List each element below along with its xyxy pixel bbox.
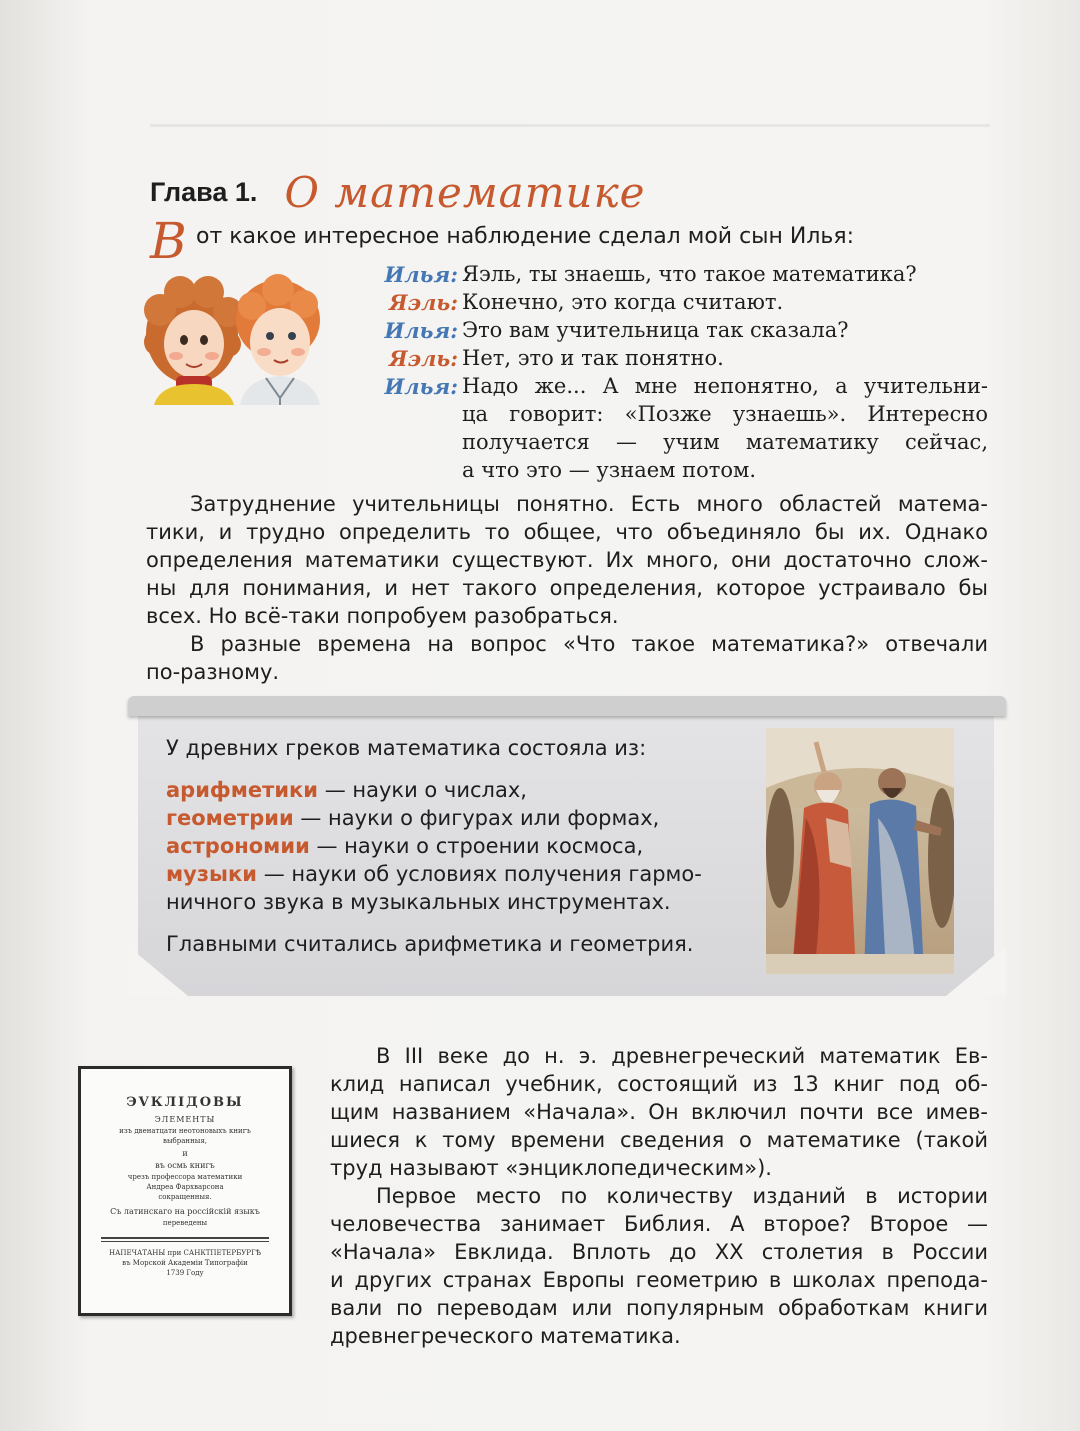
info-desc: — науки о фигурах или формах, bbox=[293, 806, 660, 830]
info-box-curl-right bbox=[946, 946, 1006, 996]
cover-line: Съ латинскаго на россiйскiй языкъ bbox=[110, 1207, 260, 1216]
paragraph-line: тики, и трудно определить то общее, что объединяло бы их. Однако bbox=[146, 520, 988, 544]
dialog-text: Это вам учительница так сказала? bbox=[462, 318, 849, 342]
cover-line: Андреа Фархварсона bbox=[146, 1183, 224, 1191]
plato-aristotle-fresco-image bbox=[766, 728, 954, 974]
cover-line: и bbox=[182, 1149, 188, 1158]
cover-title: ЭVКЛIДОВЫ bbox=[126, 1095, 244, 1110]
paragraph-line: шиеся к тому времени сведения о математике (такой bbox=[330, 1128, 988, 1152]
paragraph-line: ны для понимания, и нет такого определения, которое устраивало бы bbox=[146, 576, 988, 600]
intro-line: от какое интересное наблюдение сделал мой сын Илья: bbox=[196, 224, 855, 249]
paragraph-line: клид написал учебник, состоящий из 13 книг под об- bbox=[330, 1072, 988, 1096]
cover-line: выбранныя, bbox=[163, 1137, 207, 1145]
paragraph-line: «Начала» Евклида. Вплоть до XX столетия в России bbox=[330, 1240, 988, 1264]
dialog-text: Нет, это и так понятно. bbox=[462, 346, 724, 370]
paragraph-line: человечества занимает Библия. А второе? Второе — bbox=[330, 1212, 988, 1236]
cover-rule bbox=[101, 1237, 269, 1239]
paragraph-line: и других странах Европы геометрию в школах препода- bbox=[330, 1268, 988, 1292]
cover-line: изъ двенатцати неотоновыхъ книгъ bbox=[119, 1127, 251, 1135]
cover-line: въ осмь книгъ bbox=[155, 1161, 215, 1170]
info-term: арифметики bbox=[166, 778, 319, 802]
cover-line: НАПЕЧАТАНЫ при САНКТПЕТЕРБУРГѢ bbox=[109, 1249, 261, 1257]
paragraph-line: щим названием «Начала». Он включил почти все имев- bbox=[330, 1100, 988, 1124]
paragraph-line: по-разному. bbox=[146, 660, 280, 684]
cover-line: 1739 Году bbox=[166, 1269, 204, 1277]
paragraph-line: В III веке до н. э. древнегреческий математик Ев- bbox=[376, 1044, 988, 1068]
paragraph-line: всех. Но всё-таки попробуем разобраться. bbox=[146, 604, 619, 628]
info-term: музыки bbox=[166, 862, 258, 886]
cover-rule bbox=[101, 1241, 269, 1242]
cover-line: чрезъ профессора математики bbox=[127, 1173, 243, 1181]
speaker-label: Илья: bbox=[384, 374, 458, 399]
info-item bbox=[166, 834, 643, 858]
paragraph-line: В разные времена на вопрос «Что такое математика?» отвечали bbox=[190, 632, 988, 656]
cover-line: въ Морской Академiи Типографiи bbox=[122, 1259, 248, 1267]
paragraph-line: Первое место по количеству изданий в истории bbox=[376, 1184, 988, 1208]
dialog-text: Надо же... А мне непонятно, а учительни- bbox=[462, 374, 988, 398]
cover-line: сокращенныя. bbox=[158, 1193, 212, 1201]
speaker-label: Яэль: bbox=[388, 346, 458, 371]
chapter-number: Глава 1. bbox=[150, 177, 258, 207]
cover-line: переведены bbox=[162, 1219, 208, 1227]
info-heading: У древних греков математика состояла из: bbox=[166, 736, 647, 760]
chapter-heading bbox=[150, 168, 646, 218]
info-desc: — науки о строении космоса, bbox=[309, 834, 644, 858]
paragraph-line: вали по переводам или популярным обработкам книги bbox=[330, 1296, 988, 1320]
bleed-header-rule bbox=[150, 90, 990, 127]
drop-cap: В bbox=[150, 212, 187, 270]
info-item bbox=[166, 806, 659, 830]
girl-figure bbox=[144, 276, 243, 405]
info-item bbox=[166, 862, 702, 886]
info-conclusion: Главными считались арифметика и геометрия. bbox=[166, 932, 694, 956]
speaker-label: Илья: bbox=[384, 318, 458, 343]
dialog-text: Конечно, это когда считают. bbox=[462, 290, 784, 314]
info-term: геометрии bbox=[166, 806, 294, 830]
info-item bbox=[166, 778, 527, 802]
boy-figure bbox=[236, 274, 320, 405]
kids-illustration bbox=[140, 270, 330, 405]
paragraph-line: определения математики существуют. Их много, они достаточно слож- bbox=[146, 548, 988, 572]
cover-line: ЭЛЕМЕНТЫ bbox=[154, 1115, 216, 1124]
info-desc: — науки о числах, bbox=[318, 778, 527, 802]
euclid-book-cover-image bbox=[78, 1066, 292, 1316]
dialog-text: Яэль, ты знаешь, что такое математика? bbox=[462, 262, 917, 286]
info-desc: — науки об условиях получения гармо- bbox=[257, 862, 702, 886]
info-continuation: ничного звука в музыкальных инструментах. bbox=[166, 890, 671, 914]
dialog-text: ца говорит: «Позже узнаешь». Интересно bbox=[462, 402, 988, 426]
chapter-title: О математике bbox=[284, 168, 646, 217]
speaker-label: Илья: bbox=[384, 262, 458, 287]
paragraph-line: древнегреческого математика. bbox=[330, 1324, 681, 1348]
speaker-label: Яэль: bbox=[388, 290, 458, 315]
info-box-top-band bbox=[128, 696, 1006, 716]
paragraph-line: Затруднение учительницы понятно. Есть много областей матема- bbox=[190, 492, 988, 516]
dialog-text: получается — учим математику сейчас, bbox=[462, 430, 988, 454]
info-term: астрономии bbox=[166, 834, 310, 858]
paragraph-line: труд называют «энциклопедическим»). bbox=[330, 1156, 772, 1180]
dialog-text: а что это — узнаем потом. bbox=[462, 458, 757, 482]
